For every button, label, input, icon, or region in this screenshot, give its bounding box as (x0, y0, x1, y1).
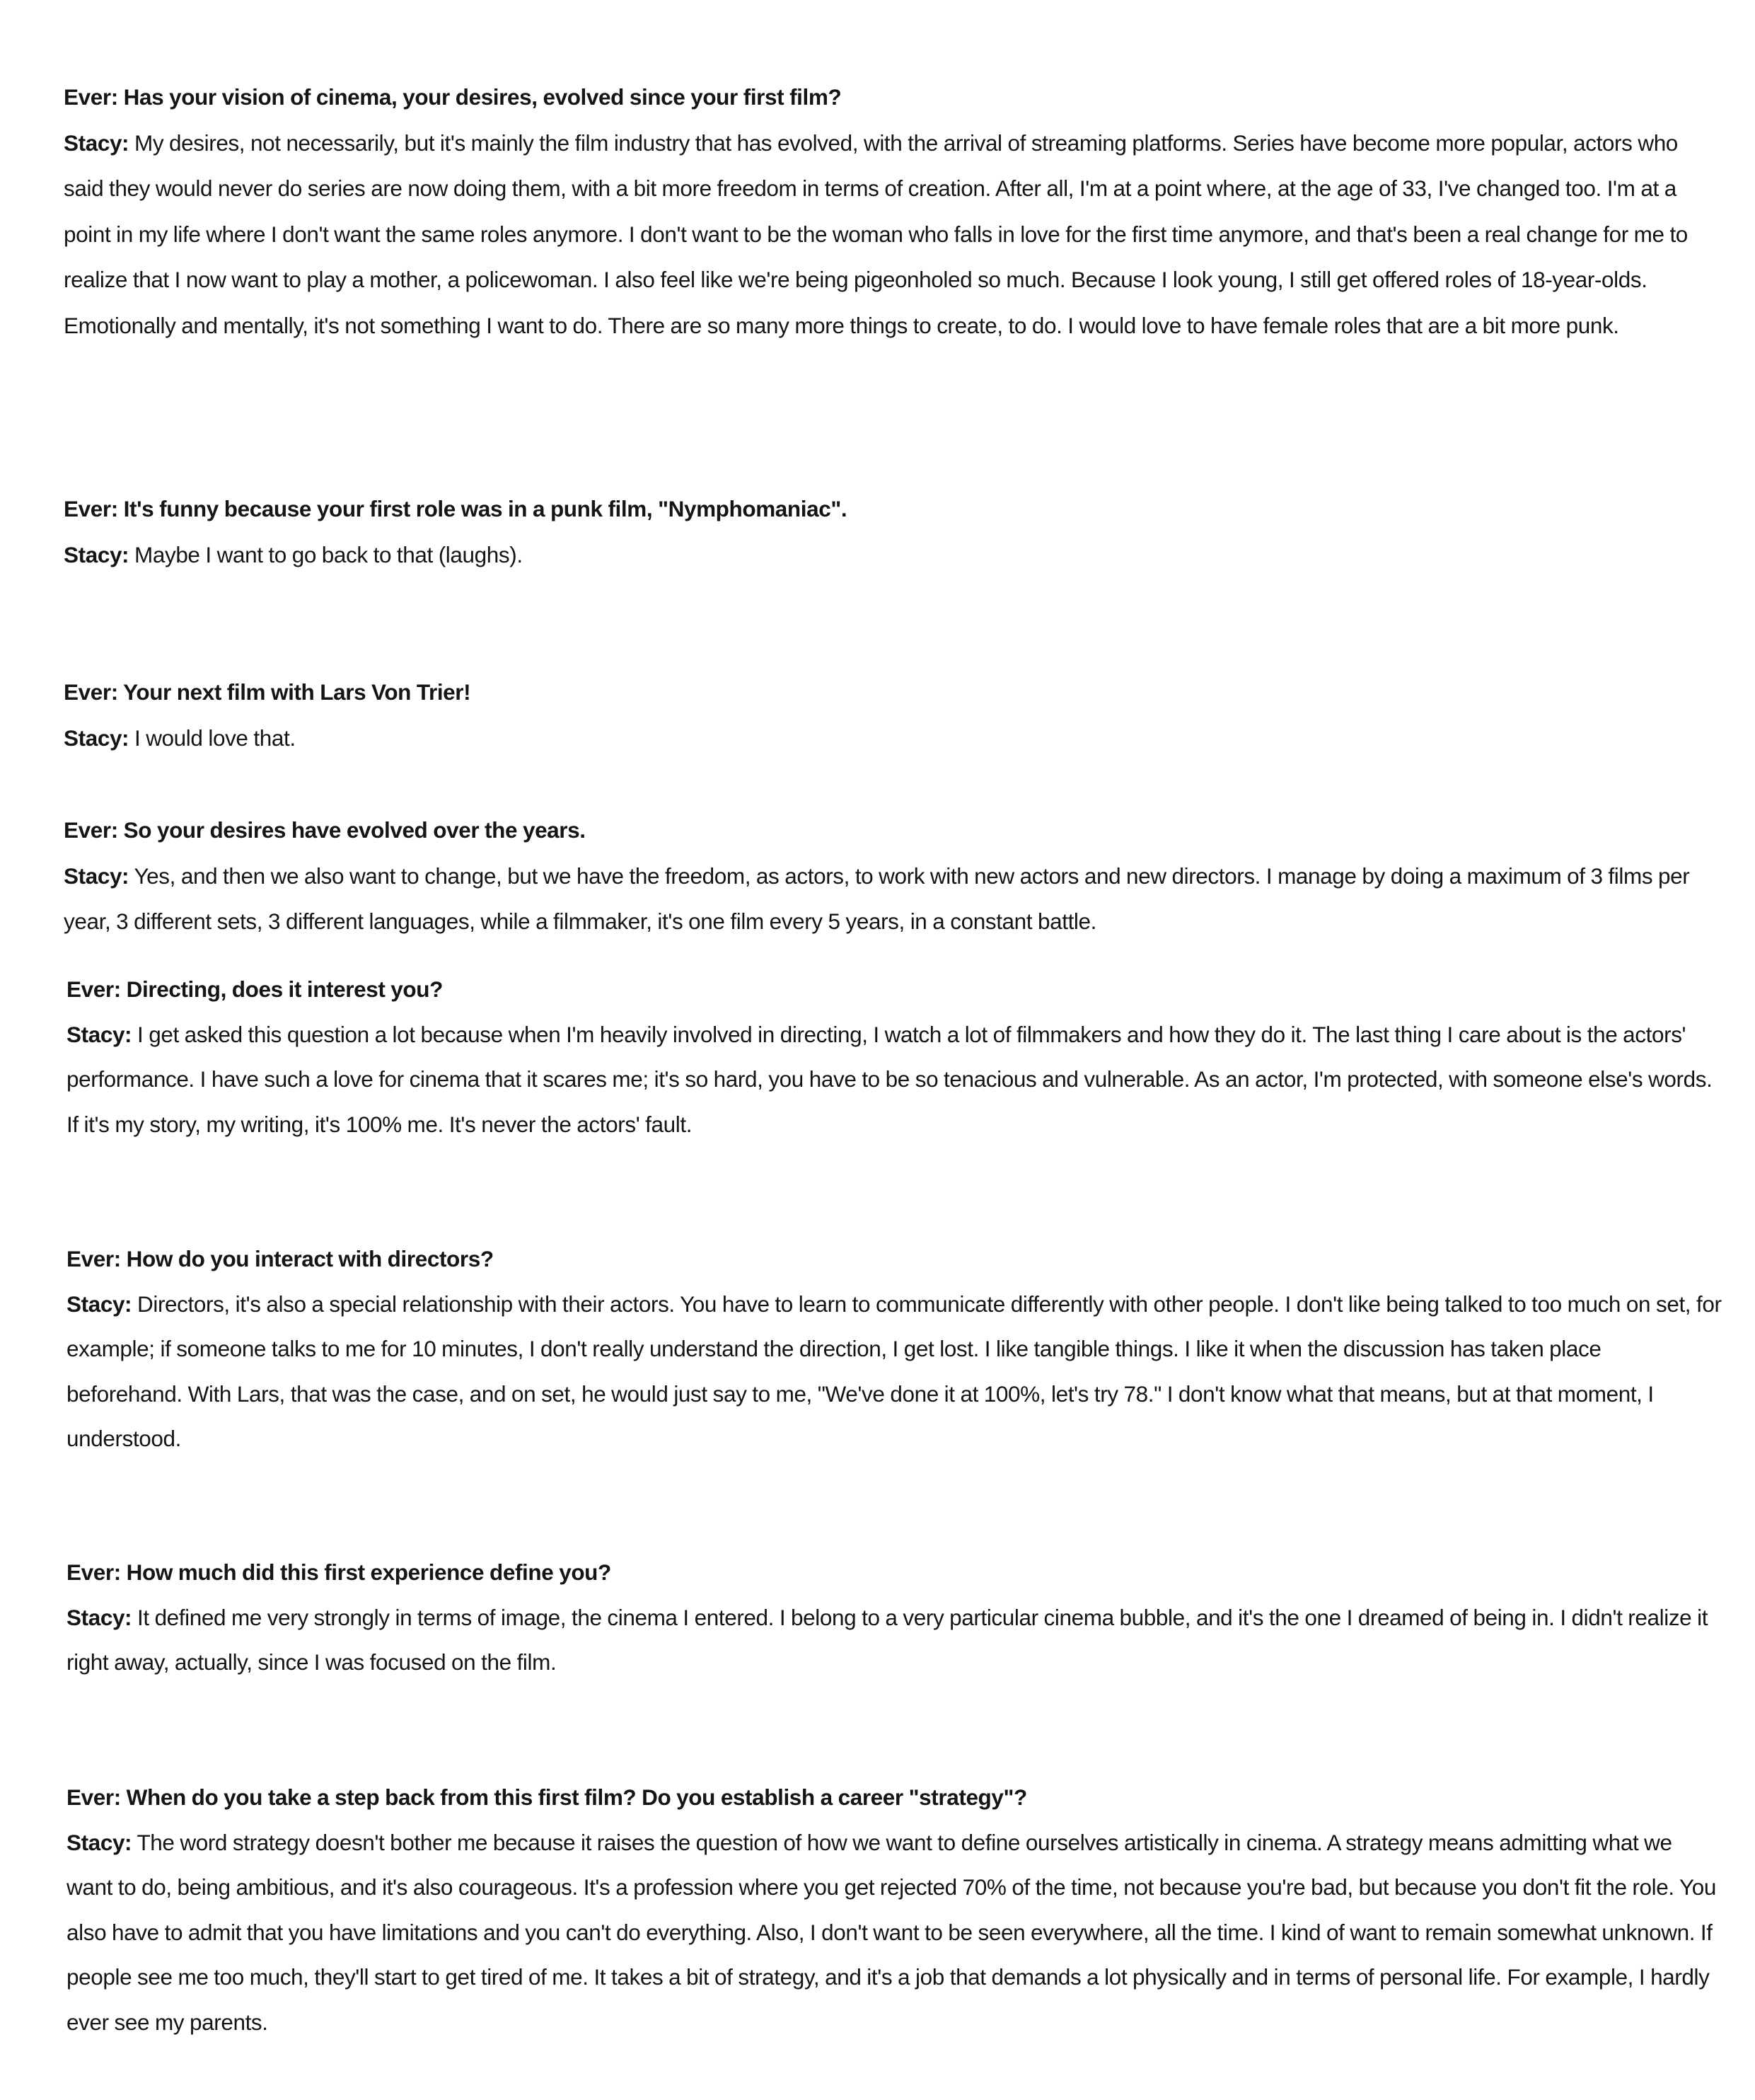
qa-block (64, 669, 1719, 761)
speaker-label: Stacy: (64, 725, 129, 751)
answer-text: Directors, it's also a special relationship with their actors. You have to learn to communicate differently with other people. I don't like being talked to too much on set, for example; if someone talks to me for 10 minutes, I don't really understand the direction, I get lost. I like tangible things. I like it when the discussion has taken place beforehand. With Lars, that was the case, and on set, he would just say to me, "We've done it at 100%, let's try 78." I don't know what that means, but at that moment, I understood. (66, 1291, 1722, 1451)
interviewee-answer (64, 715, 1719, 761)
interviewee-answer (66, 1596, 1722, 1685)
interviewee-answer (64, 532, 1719, 578)
interviewer-question: Ever: Your next film with Lars Von Trier! (64, 679, 471, 705)
qa-block (66, 1775, 1722, 2045)
interviewee-answer (64, 853, 1719, 945)
interviewer-question: Ever: Directing, does it interest you? (66, 976, 443, 1002)
interviewee-answer (64, 120, 1719, 349)
interviewer-question: Ever: Has your vision of cinema, your desires, evolved since your first film? (64, 84, 842, 110)
answer-text: The word strategy doesn't bother me because it raises the question of how we want to define ourselves artistically in cinema. A strategy means admitting what we want to do, being ambitious, and it's also courageous. It's a profession where you get rejected 70% of the time, not because you're bad, but because you don't fit the role. You also have to admit that you have limitations and you can't do everything. Also, I don't want to be seen everywhere, all the time. I kind of want to remain somewhat unknown. If people see me too much, they'll start to get tired of me. It takes a bit of strategy, and it's a job that demands a lot physically and in terms of personal life. For example, I hardly ever see my parents. (66, 1829, 1716, 2035)
interviewer-question: Ever: How much did this first experience define you? (66, 1559, 611, 1585)
speaker-label: Stacy: (64, 129, 129, 156)
qa-block (64, 486, 1719, 577)
interviewer-question: Ever: How do you interact with directors? (66, 1246, 494, 1271)
answer-text: Maybe I want to go back to that (laughs). (129, 541, 523, 567)
answer-text: I get asked this question a lot because when I'm heavily involved in directing, I watch a lot of filmmakers and how they do it. The last thing I care about is the actors' performance. I have such a love for cinema that it scares me; it's so hard, you have to be so tenacious and vulnerable. As an actor, I'm protected, with someone else's words. If it's my story, my writing, it's 100% me. It's never the actors' fault. (66, 1021, 1713, 1137)
interviewer-question: Ever: It's funny because your first role was in a punk film, "Nymphomaniac". (64, 496, 847, 521)
speaker-label: Stacy: (66, 1829, 132, 1855)
qa-block (64, 74, 1719, 348)
qa-block (66, 1550, 1722, 1685)
qa-block (66, 1237, 1722, 1462)
answer-text: My desires, not necessarily, but it's mainly the film industry that has evolved, with the arrival of streaming platforms. Series have become more popular, actors who said they would never do series are now doing them, with a bit more freedom in terms of creation. After all, I'm at a point where, at the age of 33, I've changed too. I'm at a point in my life where I don't want the same roles anymore. I don't want to be the woman who falls in love for the first time anymore, and that's been a real change for me to realize that I now want to play a mother, a policewoman. I also feel like we're being pigeonholed so much. Because I look young, I still get offered roles of 18-year-olds. Emotionally and mentally, it's not something I want to do. There are so many more things to create, to do. I would love to have female roles that are a bit more punk. (64, 129, 1688, 338)
answer-text: It defined me very strongly in terms of image, the cinema I entered. I belong to a very particular cinema bubble, and it's the one I dreamed of being in. I didn't realize it right away, actually, since I was focused on the film. (66, 1604, 1708, 1675)
speaker-label: Stacy: (64, 862, 129, 889)
answer-text: Yes, and then we also want to change, but we have the freedom, as actors, to work with new actors and new directors. I manage by doing a maximum of 3 films per year, 3 different sets, 3 different languages, while a filmmaker, it's one film every 5 years, in a constant battle. (64, 862, 1690, 934)
answer-text: I would love that. (129, 725, 296, 751)
interviewer-question: Ever: When do you take a step back from this first film? Do you establish a career "strategy"? (66, 1784, 1027, 1810)
qa-block (64, 807, 1719, 945)
interviewer-question: Ever: So your desires have evolved over the years. (64, 817, 586, 843)
interviewee-answer (66, 1282, 1722, 1462)
speaker-label: Stacy: (66, 1021, 132, 1047)
speaker-label: Stacy: (66, 1604, 132, 1630)
interviewee-answer (66, 1821, 1722, 2046)
speaker-label: Stacy: (66, 1291, 132, 1317)
interviewee-answer (66, 1012, 1722, 1148)
qa-block (66, 967, 1722, 1147)
speaker-label: Stacy: (64, 541, 129, 567)
